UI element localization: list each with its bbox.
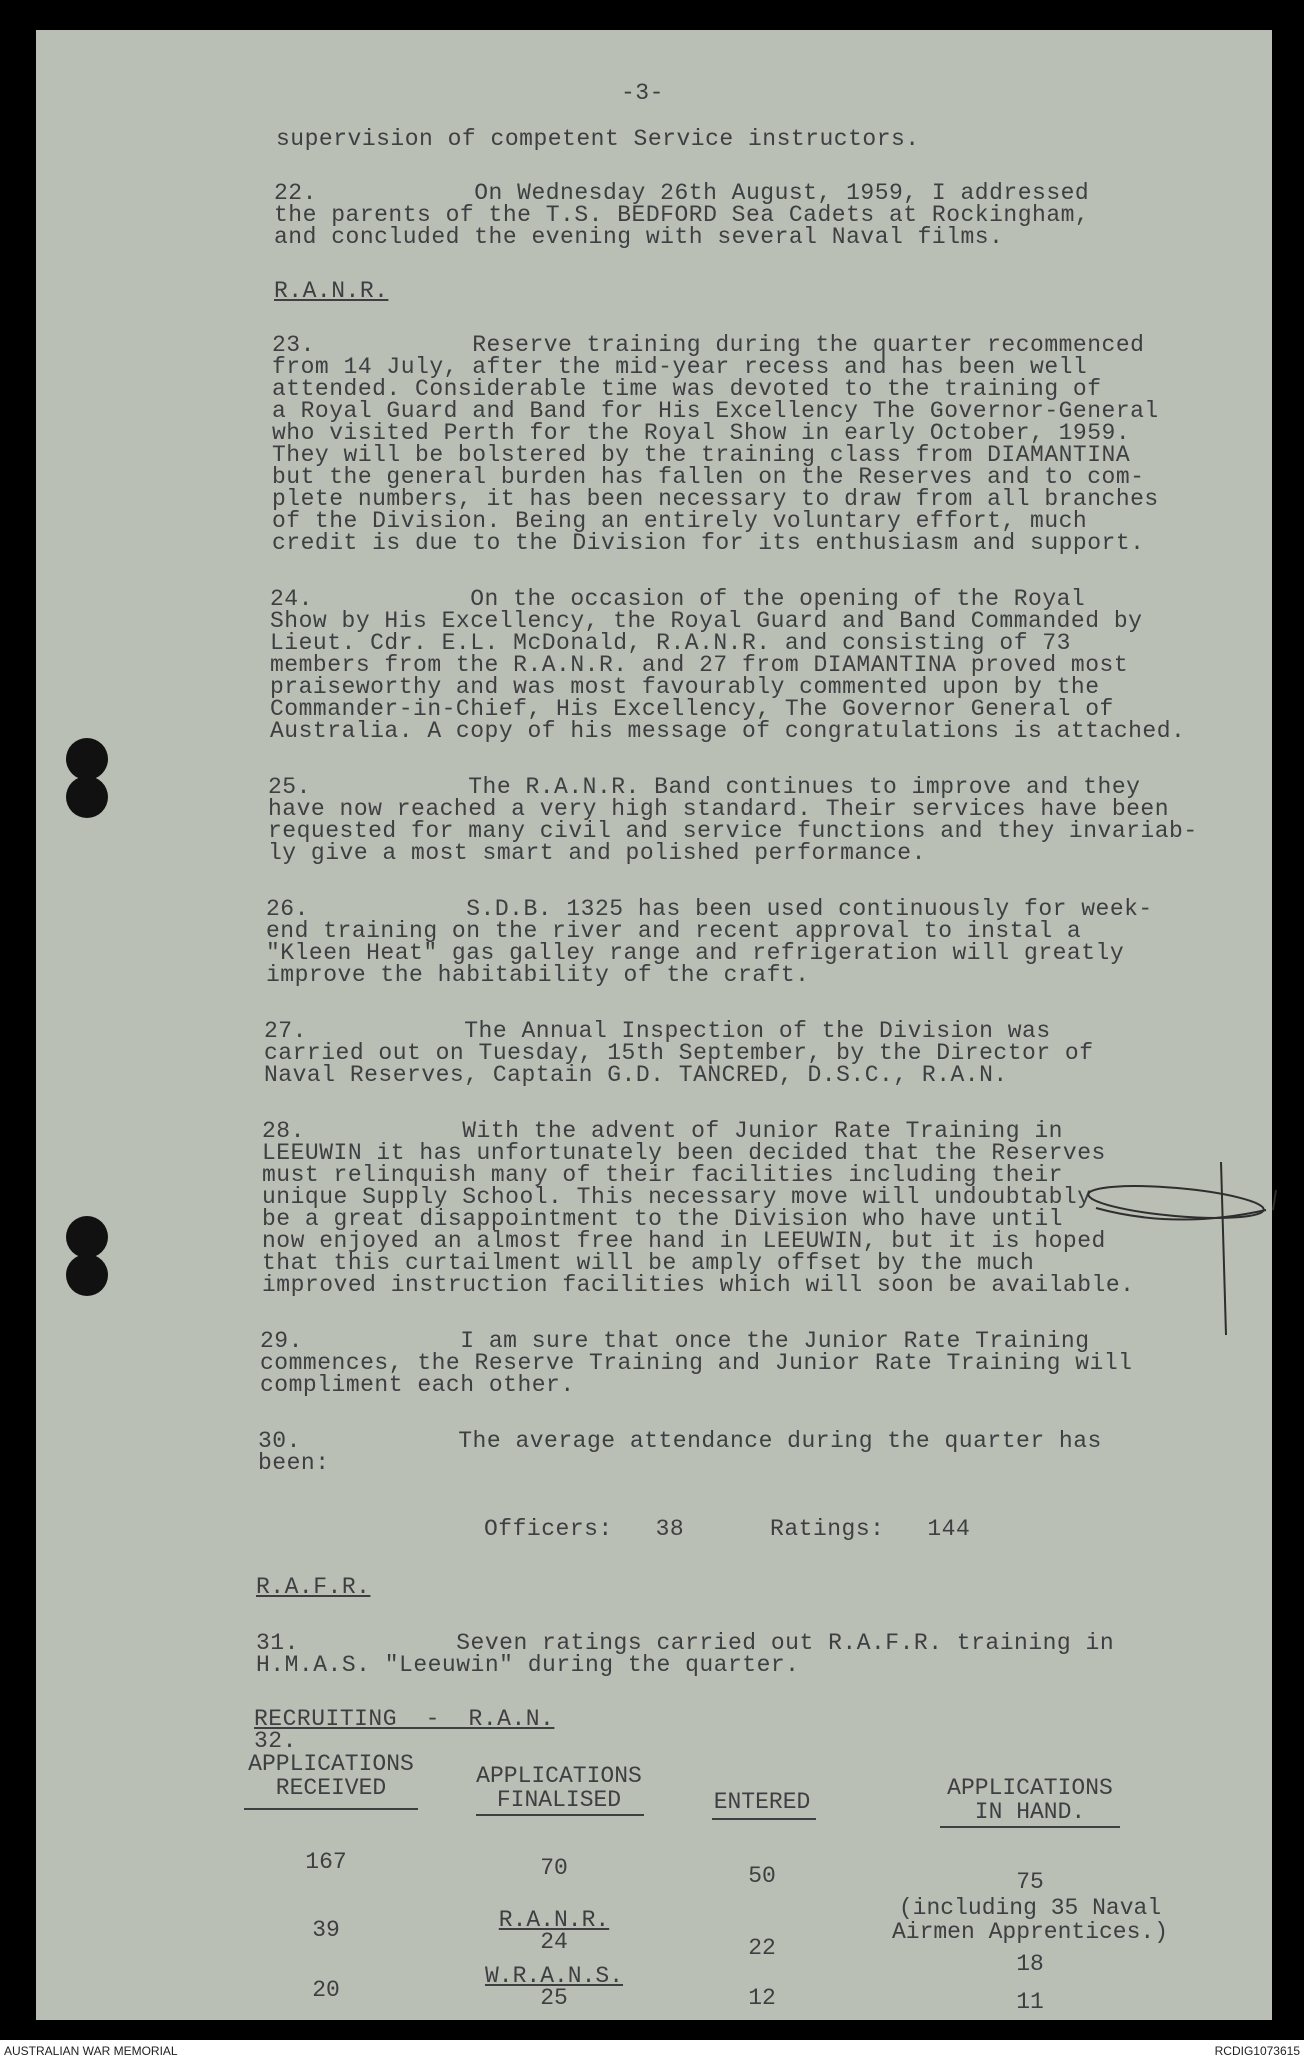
table-header: APPLICATIONS FINALISED — [476, 1763, 642, 1813]
text-line: now enjoyed an almost free hand in LEEUWIN, but it is hoped — [262, 1228, 1106, 1254]
text-line: have now reached a very high standard. Their services have been — [268, 796, 1170, 822]
table-cell: 11 — [1016, 1989, 1044, 2015]
text-line: 27. The Annual Inspection of the Division was — [264, 1018, 1051, 1044]
text-line: H.M.A.S. "Leeuwin" during the quarter. — [256, 1652, 800, 1678]
text-line: compliment each other. — [260, 1372, 575, 1398]
text-line: 26. S.D.B. 1325 has been used continuously for week- — [266, 896, 1153, 922]
header-underline — [476, 1814, 644, 1816]
header-underline — [712, 1818, 816, 1820]
text-line: from 14 July, after the mid-year recess and has been well — [272, 354, 1088, 380]
text-line: 24. On the occasion of the opening of the Royal — [270, 586, 1086, 612]
text-line: Australia. A copy of his message of congratulations is attached. — [270, 718, 1186, 744]
text-line: the parents of the T.S. BEDFORD Sea Cadets at Rockingham, — [274, 202, 1090, 228]
attendance-line: Officers: 38 Ratings: 144 — [484, 1516, 971, 1542]
table-note: (including 35 Naval Airmen Apprentices.) — [891, 1895, 1169, 1945]
text-line: who visited Perth for the Royal Show in early October, 1959. — [272, 420, 1131, 446]
text-line: must relinquish many of their facilities including their — [262, 1162, 1063, 1188]
text-line: Commander-in-Chief, His Excellency, The Governor General of — [270, 696, 1114, 722]
text-line: unique Supply School. This necessary move will undoubtably — [262, 1184, 1092, 1210]
text-line: that this curtailment will be amply offset by the much — [262, 1250, 1035, 1276]
text-line: 29. I am sure that once the Junior Rate Training — [260, 1328, 1090, 1354]
footer-right: RCDIG1073615 — [1214, 2044, 1300, 2058]
table-cell: 24 — [540, 1929, 568, 1955]
text-line: improve the habitability of the craft. — [266, 962, 810, 988]
text-line: but the general burden has fallen on the Reserves and to com- — [272, 464, 1145, 490]
text-line: credit is due to the Division for its enthusiasm and support. — [272, 530, 1145, 556]
text-line: commences, the Reserve Training and Junior Rate Training will — [260, 1350, 1133, 1376]
text-line: 28. With the advent of Junior Rate Training in — [262, 1118, 1063, 1144]
section-heading: RECRUITING - R.A.N. — [254, 1706, 555, 1732]
header-underline — [940, 1826, 1120, 1828]
table-cell: 22 — [748, 1935, 776, 1961]
text-line: Naval Reserves, Captain G.D. TANCRED, D.S.C., R.A.N. — [264, 1062, 1008, 1088]
punch-hole — [66, 738, 108, 780]
footer-left: AUSTRALIAN WAR MEMORIAL — [4, 2044, 178, 2058]
table-header: APPLICATIONS IN HAND. — [947, 1775, 1113, 1825]
table-cell: 167 — [305, 1849, 347, 1875]
archive-footer — [0, 2040, 1304, 2061]
text-line: plete numbers, it has been necessary to draw from all branches — [272, 486, 1159, 512]
text-line: 22. On Wednesday 26th August, 1959, I addressed — [274, 180, 1090, 206]
table-cell: 18 — [1016, 1951, 1044, 1977]
table-cell: 50 — [748, 1863, 776, 1889]
punch-hole — [66, 776, 108, 818]
punch-hole — [66, 1216, 108, 1258]
text-line: 25. The R.A.N.R. Band continues to improve and they — [268, 774, 1141, 800]
text-line: They will be bolstered by the training class from DIAMANTINA — [272, 442, 1131, 468]
text-line: ly give a most smart and polished performance. — [268, 840, 926, 866]
table-cell: 25 — [540, 1985, 568, 2011]
text-line: end training on the river and recent approval to instal a — [266, 918, 1082, 944]
text-line: of the Division. Being an entirely voluntary effort, much — [272, 508, 1088, 534]
text-line: members from the R.A.N.R. and 27 from DIAMANTINA proved most — [270, 652, 1129, 678]
table-section-label: R.A.N.R. — [498, 1907, 610, 1933]
table-cell: 12 — [748, 1985, 776, 2011]
header-underline — [244, 1808, 418, 1810]
text-line: 23. Reserve training during the quarter recommenced — [272, 332, 1145, 358]
text-line: carried out on Tuesday, 15th September, by the Director of — [264, 1040, 1094, 1066]
text-line: attended. Considerable time was devoted to the training of — [272, 376, 1102, 402]
section-heading: R.A.N.R. — [274, 278, 389, 304]
table-cell: 70 — [540, 1855, 568, 1881]
text-line: a Royal Guard and Band for His Excellency The Governor-General — [272, 398, 1159, 424]
punch-hole — [66, 1254, 108, 1296]
table-header: ENTERED — [713, 1789, 811, 1815]
text-line: 30. The average attendance during the quarter has — [258, 1428, 1102, 1454]
table-header: APPLICATIONS RECEIVED — [248, 1751, 414, 1801]
table-cell: 20 — [312, 1977, 340, 2003]
text-line: 32. — [254, 1728, 297, 1754]
text-line: improved instruction facilities which will soon be available. — [262, 1272, 1135, 1298]
table-section-label: W.R.A.N.S. — [484, 1963, 624, 1989]
text-line: Show by His Excellency, the Royal Guard and Band Commanded by — [270, 608, 1143, 634]
text-line: LEEUWIN it has unfortunately been decided that the Reserves — [262, 1140, 1106, 1166]
table-cell: 75 — [1016, 1869, 1044, 1895]
page-number: -3- — [621, 80, 664, 106]
text-line: be a great disappointment to the Division who have until — [262, 1206, 1063, 1232]
text-line: and concluded the evening with several Naval films. — [274, 224, 1004, 250]
table-cell: 39 — [312, 1917, 340, 1943]
text-line: supervision of competent Service instructors. — [276, 126, 920, 152]
document-page — [36, 30, 1272, 2020]
handwritten-annotation — [976, 1160, 1286, 1340]
text-line: praiseworthy and was most favourably commented upon by the — [270, 674, 1100, 700]
text-line: Lieut. Cdr. E.L. McDonald, R.A.N.R. and consisting of 73 — [270, 630, 1071, 656]
text-line: 31. Seven ratings carried out R.A.F.R. training in — [256, 1630, 1115, 1656]
text-line: been: — [258, 1450, 330, 1476]
text-line: "Kleen Heat" gas galley range and refrigeration will greatly — [266, 940, 1125, 966]
text-line: requested for many civil and service functions and they invariab- — [268, 818, 1198, 844]
section-heading: R.A.F.R. — [256, 1574, 371, 1600]
